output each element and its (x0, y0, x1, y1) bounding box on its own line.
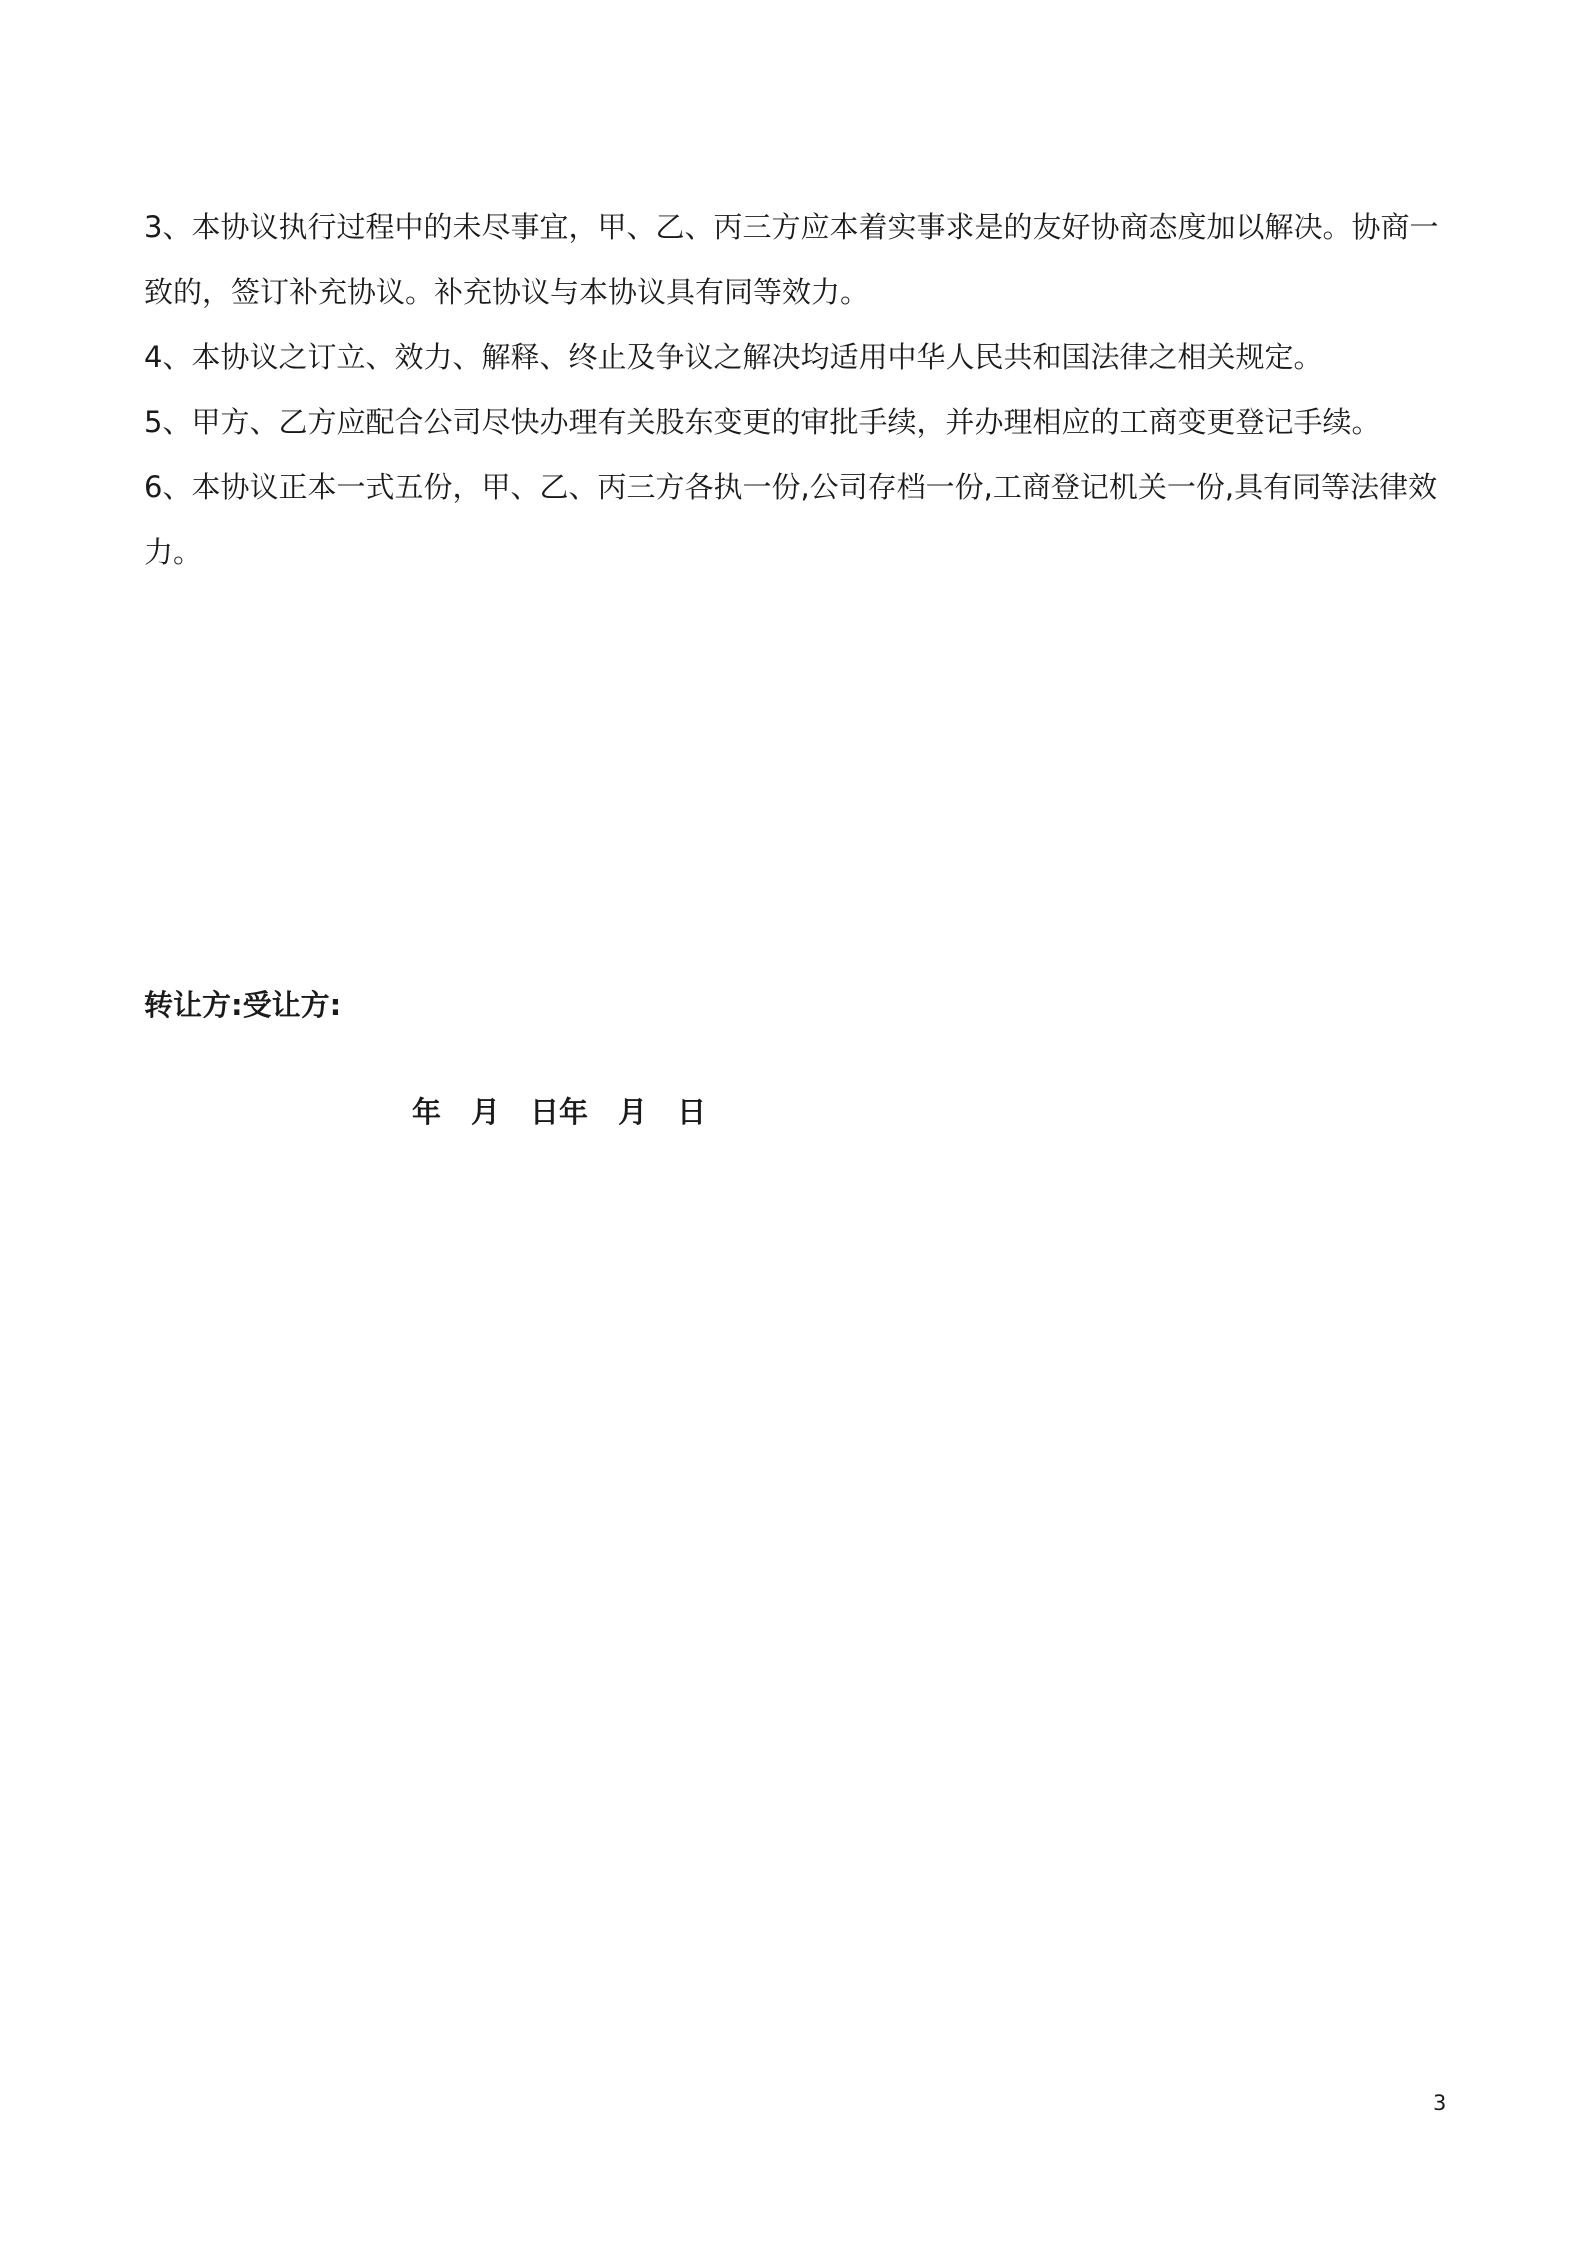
clause-5: 5、甲方、乙方应配合公司尽快办理有关股东变更的审批手续，并办理相应的工商变更登记手续。 (144, 405, 1381, 439)
agreement-clauses (144, 195, 1454, 585)
date-1-day: 日 (530, 1095, 560, 1129)
date-1-month: 月 (471, 1095, 501, 1129)
clause-6: 6、本协议正本一式五份，甲、乙、丙三方各执一份,公司存档一份,工商登记机关一份,具有同等法律效力。 (144, 470, 1438, 569)
date-2-month: 月 (618, 1095, 648, 1129)
clause-3: 3、本协议执行过程中的未尽事宜，甲、乙、丙三方应本着实事求是的友好协商态度加以解决。协商一致的，签订补充协议。补充协议与本协议具有同等效力。 (144, 210, 1439, 309)
date-2-year: 年 (559, 1095, 589, 1129)
date-2-day: 日 (677, 1095, 707, 1129)
transferee-label: 受让方: (242, 988, 342, 1022)
signature-dates (412, 1092, 706, 1132)
page-number: 3 (1433, 2091, 1447, 2115)
clause-4: 4、本协议之订立、效力、解释、终止及争议之解决均适用中华人民共和国法律之相关规定。 (144, 340, 1323, 374)
transferor-label: 转让方: (144, 988, 243, 1022)
date-1-year: 年 (412, 1095, 442, 1129)
signature-parties (144, 985, 341, 1025)
